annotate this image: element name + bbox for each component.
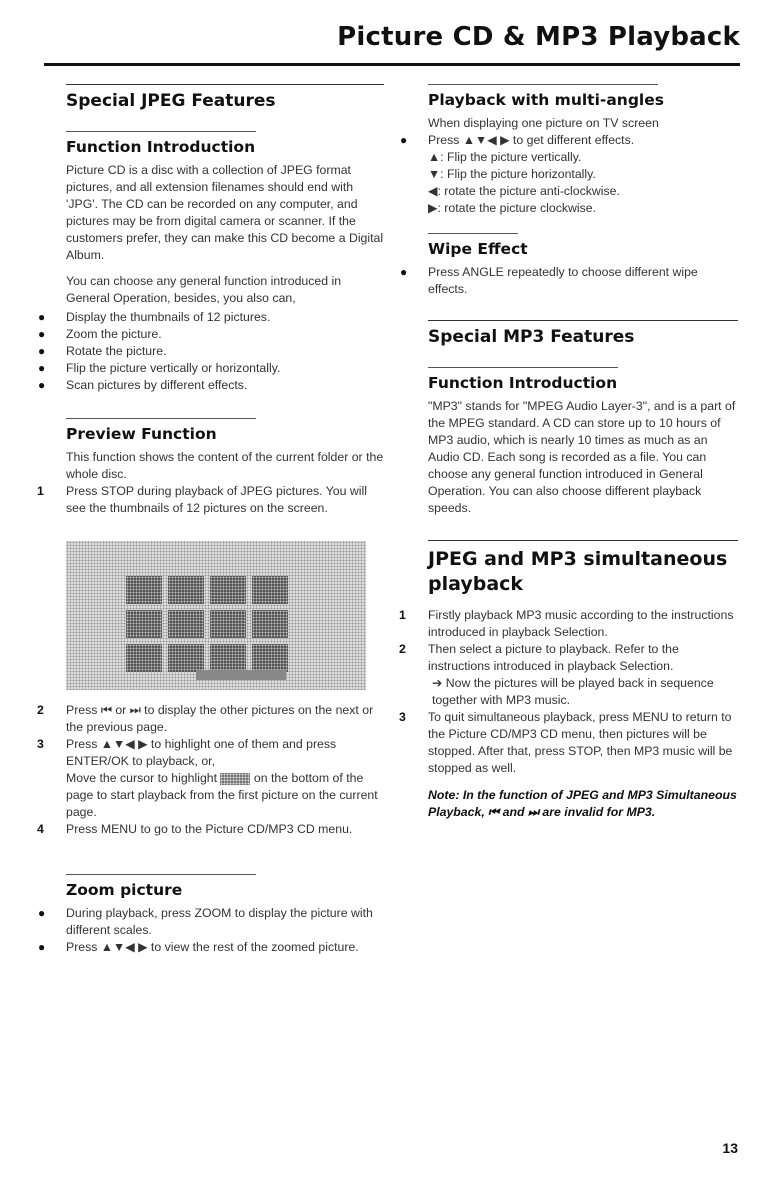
multi-angles-bullet: ● Press ▲▼◀ ▶ to get different effects. [428, 132, 738, 149]
step-text: Press ⏮ or ⏭ to display the other pictures on the next or the previous page. [66, 703, 374, 734]
wipe-bullet: ● Press ANGLE repeatedly to choose different wipe effects. [428, 264, 738, 298]
left-column [37, 84, 384, 956]
step-number: 1 [37, 484, 44, 498]
mp3-intro-text: "MP3" stands for "MPEG Audio Layer-3", and is a part of the MPEG standard. A CD can store up to 10 hours of MP3 audio, which is nearly 10 times as much as an Audio CD. Each song is recorded as a file. You can choose any general function introduced in General Operation. You can also choose different playback speeds. [428, 399, 736, 515]
simultaneous-step-3 [399, 709, 738, 777]
simultaneous-heading: JPEG and MP3 simultaneous playback [428, 540, 738, 597]
function-intro-heading: Function Introduction [66, 131, 256, 156]
feature-bullet: ● Rotate the picture. [66, 343, 384, 360]
zoom-heading: Zoom picture [66, 874, 256, 899]
thumbnail [126, 576, 162, 604]
thumbnail [252, 576, 288, 604]
angle-line: ▶: rotate the picture clockwise. [428, 201, 597, 215]
preview-step-3-alt: Move the cursor to highlight on the bottom of the page to start playback from the first picture on the current page. [66, 771, 378, 819]
step-number: 4 [37, 822, 44, 836]
thumbnail [210, 610, 246, 638]
simultaneous-step-1 [399, 607, 738, 641]
angle-line: ▼: Flip the picture horizontally. [428, 167, 596, 181]
angle-line: ◀: rotate the picture anti-clockwise. [428, 184, 620, 198]
preview-step-1 [37, 483, 384, 517]
title-rule [44, 63, 740, 66]
step-number: 3 [37, 737, 44, 751]
thumbnail-screen-image [66, 541, 366, 690]
thumbnail [126, 610, 162, 638]
preview-heading: Preview Function [66, 418, 256, 443]
zoom-bullet: ● During playback, press ZOOM to display the picture with different scales. [66, 905, 384, 939]
thumbnail [126, 644, 162, 672]
preview-text: This function shows the content of the current folder or the whole disc. [66, 450, 384, 481]
page-number: 13 [722, 1140, 738, 1156]
simultaneous-note: Note: In the function of JPEG and MP3 Simultaneous Playback, ⏮ and ⏭ are invalid for MP3. [428, 788, 737, 819]
right-column [399, 84, 738, 821]
step-number: 3 [399, 710, 406, 724]
step-text: Then select a picture to playback. Refer to the instructions introduced in playback Selection. [428, 642, 679, 673]
zoom-bullet: ● Press ▲▼◀ ▶ to view the rest of the zoomed picture. [66, 939, 384, 956]
mp3-intro-heading: Function Introduction [428, 367, 618, 392]
preview-step-2 [37, 702, 384, 736]
preview-step-3 [37, 736, 384, 770]
function-intro-text-2: You can choose any general function introduced in General Operation, besides, you also can, [66, 274, 342, 305]
step-number: 2 [37, 703, 44, 717]
feature-bullet: ● Display the thumbnails of 12 pictures. [66, 309, 384, 326]
step-text: Press STOP during playback of JPEG pictures. You will see the thumbnails of 12 pictures on the screen. [66, 484, 367, 515]
function-intro-text: Picture CD is a disc with a collection of JPEG format pictures, and all extension filenames should end with 'JPG'. The CD can be recorded on any computer, and pictures may be from digital camera or scanner. If the customers prefer, they can make this CD become a Digital Album. [66, 163, 384, 262]
feature-bullet: ● Flip the picture vertically or horizontally. [66, 360, 384, 377]
page-title: Picture CD & MP3 Playback [337, 22, 740, 52]
thumbnail [252, 610, 288, 638]
multi-angles-heading: Playback with multi-angles [428, 84, 658, 109]
step-text: Press ▲▼◀ ▶ to highlight one of them and press ENTER/OK to playback, or, [66, 737, 337, 768]
step-text: Press MENU to go to the Picture CD/MP3 CD menu. [66, 822, 353, 836]
feature-bullet: ● Scan pictures by different effects. [66, 377, 384, 394]
thumbnail [210, 576, 246, 604]
step-number: 2 [399, 642, 406, 656]
feature-bullet: ● Zoom the picture. [66, 326, 384, 343]
thumbnail [210, 644, 246, 672]
thumbnail-nav-bar [196, 670, 286, 680]
special-jpeg-heading: Special JPEG Features [66, 84, 384, 111]
playback-bar-icon [220, 773, 250, 785]
thumbnail [168, 576, 204, 604]
simultaneous-step-2 [399, 641, 738, 675]
preview-step-4 [37, 821, 384, 838]
multi-angles-text: When displaying one picture on TV screen [428, 116, 659, 130]
thumbnail [252, 644, 288, 672]
wipe-heading: Wipe Effect [428, 233, 518, 258]
angle-line: ▲: Flip the picture vertically. [428, 150, 582, 164]
thumbnail [168, 610, 204, 638]
simultaneous-step-2-result: ➔ Now the pictures will be played back in sequence together with MP3 music. [432, 676, 714, 707]
step-text: To quit simultaneous playback, press MENU to return to the Picture CD/MP3 CD menu, then pictures will be stopped. After that, press STOP, then MP3 music will be stopped as well. [428, 710, 733, 775]
special-mp3-heading: Special MP3 Features [428, 320, 738, 347]
step-number: 1 [399, 608, 406, 622]
step-text: Firstly playback MP3 music according to the instructions introduced in playback Selection. [428, 608, 734, 639]
thumbnail [168, 644, 204, 672]
thumbnail-grid [126, 576, 288, 672]
